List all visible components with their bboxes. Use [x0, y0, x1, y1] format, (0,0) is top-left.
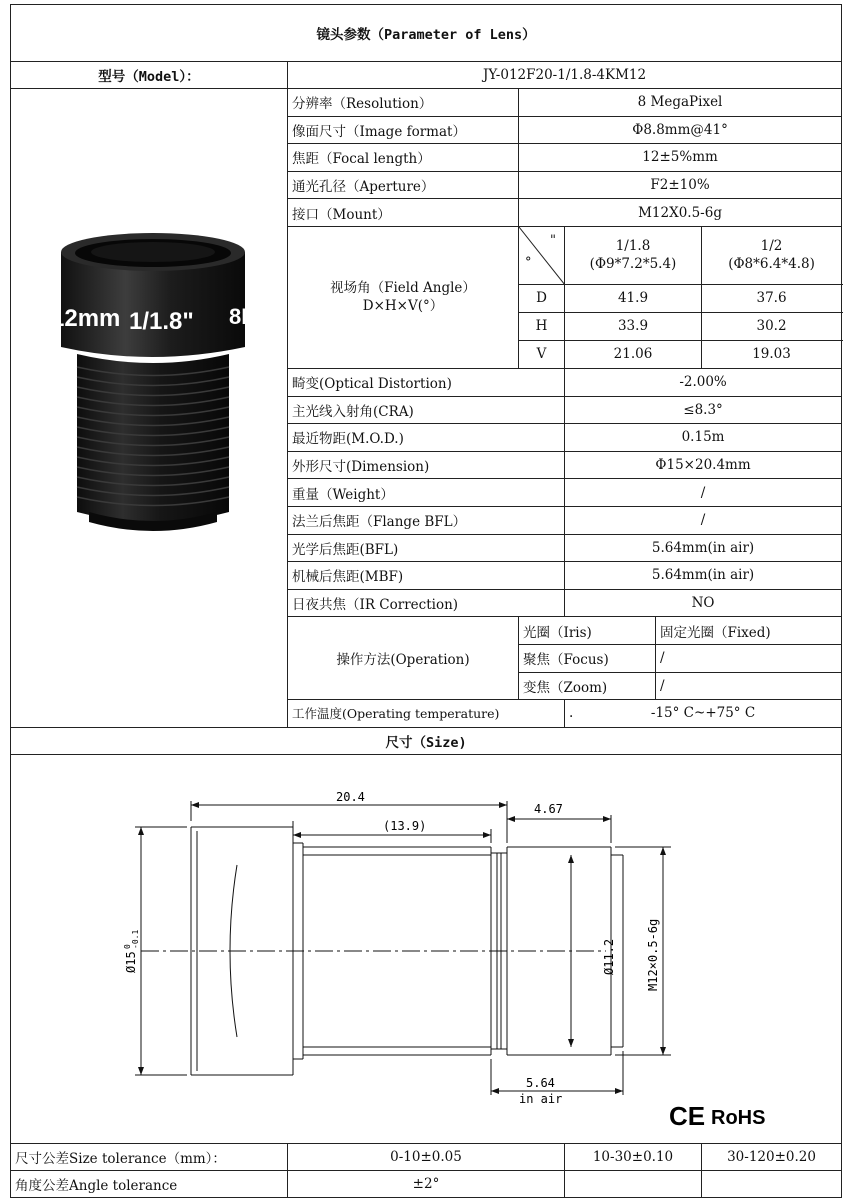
- dim-total-length: 20.4: [336, 789, 365, 804]
- spec-value: 0.15m: [565, 424, 842, 452]
- angle-value: 30.2: [702, 312, 842, 340]
- lens-engraving-focal: 12mm: [51, 305, 121, 333]
- spec-value: /: [565, 479, 842, 507]
- spec-value: M12X0.5-6g: [519, 199, 842, 227]
- dim-mount-thread: M12×0.5-6g: [646, 918, 660, 991]
- spec-label: 分辨率（Resolution）: [288, 89, 519, 117]
- size-tolerance-label: 尺寸公差Size tolerance（mm）：: [11, 1143, 288, 1170]
- dim-back-focal-note: in air: [519, 1091, 563, 1106]
- spec-label: 通光孔径（Aperture）: [288, 171, 519, 199]
- temperature-value-cell: [565, 700, 842, 728]
- field-angle-label-line2: D×H×V(°）: [362, 298, 444, 315]
- operation-item-name: 变焦（Zoom): [519, 672, 656, 700]
- dim-outer-diameter-tol-lower: -0.1: [131, 929, 140, 949]
- size-tolerance-range: 0-10±0.05: [288, 1143, 565, 1170]
- angle-tolerance-label: 角度公差Angle tolerance: [11, 1170, 288, 1197]
- lens-engraving-format: 1/1.8": [129, 308, 194, 336]
- dim-outer-diameter-tol-upper: 0: [123, 943, 132, 949]
- operation-item-value: /: [656, 672, 842, 700]
- spec-table: [10, 4, 842, 1198]
- format-col-1-dims: (Φ9*7.2*5.4): [589, 256, 677, 273]
- angle-value: 33.9: [565, 312, 702, 340]
- spec-value: F2±10%: [519, 171, 842, 199]
- spec-label: 重量（Weight）: [288, 479, 565, 507]
- spec-label: 法兰后焦距（Flange BFL）: [288, 506, 565, 534]
- dimension-drawing: [11, 754, 842, 1143]
- spec-value: 12±5%mm: [519, 144, 842, 172]
- dim-barrel-length: (13.9): [383, 818, 427, 833]
- spec-value: ≤8.3°: [565, 396, 842, 424]
- temperature-mark: .: [569, 705, 574, 722]
- operation-item-name: 光圈（Iris): [519, 617, 656, 645]
- spec-label: 外形尺寸(Dimension): [288, 451, 565, 479]
- corner-bottom-mark: °: [525, 254, 532, 270]
- angle-tolerance-empty: [702, 1170, 842, 1197]
- operation-item-name: 聚焦（Focus): [519, 644, 656, 672]
- lens-photo-image: [11, 92, 288, 719]
- ce-mark-icon: CE: [669, 1100, 706, 1131]
- spec-label: 日夜共焦（IR Correction): [288, 589, 565, 617]
- size-header: 尺寸（Size): [11, 727, 842, 754]
- temperature-label: 工作温度(Operating temperature): [288, 700, 565, 728]
- spec-label: 主光线入射角(CRA): [288, 396, 565, 424]
- spec-value: Φ15×20.4mm: [565, 451, 842, 479]
- format-col-2-name: 1/2: [760, 238, 783, 255]
- format-col-1-name: 1/1.8: [615, 238, 651, 255]
- lens-photo: [11, 89, 288, 728]
- spec-value: -2.00%: [565, 368, 842, 396]
- spec-value: NO: [565, 589, 842, 617]
- dim-back-focal: 5.64: [526, 1075, 555, 1090]
- operation-label: 操作方法(Operation): [288, 617, 519, 700]
- spec-value: 5.64mm(in air): [565, 534, 842, 562]
- angle-tolerance-empty: [565, 1170, 702, 1197]
- corner-top-mark: ": [550, 232, 556, 248]
- operation-item-value: /: [656, 644, 842, 672]
- dim-inner-diameter: Ø11.2: [602, 938, 616, 975]
- dimension-drawing-svg: [11, 755, 842, 1143]
- rohs-mark: RoHS: [711, 1106, 766, 1129]
- operation-item-value: 固定光圈（Fixed): [656, 617, 842, 645]
- spec-label: 接口（Mount）: [288, 199, 519, 227]
- spec-label: 光学后焦距(BFL): [288, 534, 565, 562]
- format-col-1: [565, 226, 702, 284]
- size-tolerance-range: 10-30±0.10: [565, 1143, 702, 1170]
- axis-label: H: [519, 312, 565, 340]
- spec-value: 5.64mm(in air): [565, 562, 842, 590]
- spec-value: Φ8.8mm@41°: [519, 116, 842, 144]
- dim-outer-diameter: Ø15: [124, 951, 138, 973]
- spec-label: 像面尺寸（Image format）: [288, 116, 519, 144]
- spec-value: /: [565, 506, 842, 534]
- angle-value: 41.9: [565, 284, 702, 312]
- field-angle-label: [288, 226, 519, 368]
- axis-label: V: [519, 340, 565, 368]
- temperature-value: -15° C~+75° C: [650, 705, 756, 722]
- model-value: JY-012F20-1/1.8-4KM12: [288, 62, 842, 89]
- lens-engraving-mp: 8M: [229, 304, 260, 330]
- spec-label: 焦距（Focal length）: [288, 144, 519, 172]
- spec-label: 最近物距(M.O.D.): [288, 424, 565, 452]
- axis-label: D: [519, 284, 565, 312]
- format-col-2: [702, 226, 842, 284]
- angle-value: 19.03: [702, 340, 842, 368]
- field-angle-corner: [519, 226, 565, 284]
- format-col-2-dims: (Φ8*6.4*4.8): [728, 256, 815, 273]
- angle-value: 37.6: [702, 284, 842, 312]
- spec-label: 机械后焦距(MBF): [288, 562, 565, 590]
- field-angle-label-line1: 视场角（Field Angle）: [330, 280, 476, 297]
- model-label: 型号（Model）：: [11, 62, 288, 89]
- spec-value: 8 MegaPixel: [519, 89, 842, 117]
- angle-tolerance-value: ±2°: [288, 1170, 565, 1197]
- angle-value: 21.06: [565, 340, 702, 368]
- spec-label: 畸变(Optical Distortion): [288, 368, 565, 396]
- page-title: 镜头参数（Parameter of Lens）: [11, 5, 842, 62]
- dim-thread-length: 4.67: [534, 801, 563, 816]
- size-tolerance-range: 30-120±0.20: [702, 1143, 842, 1170]
- lens-spec-sheet: [10, 4, 841, 1192]
